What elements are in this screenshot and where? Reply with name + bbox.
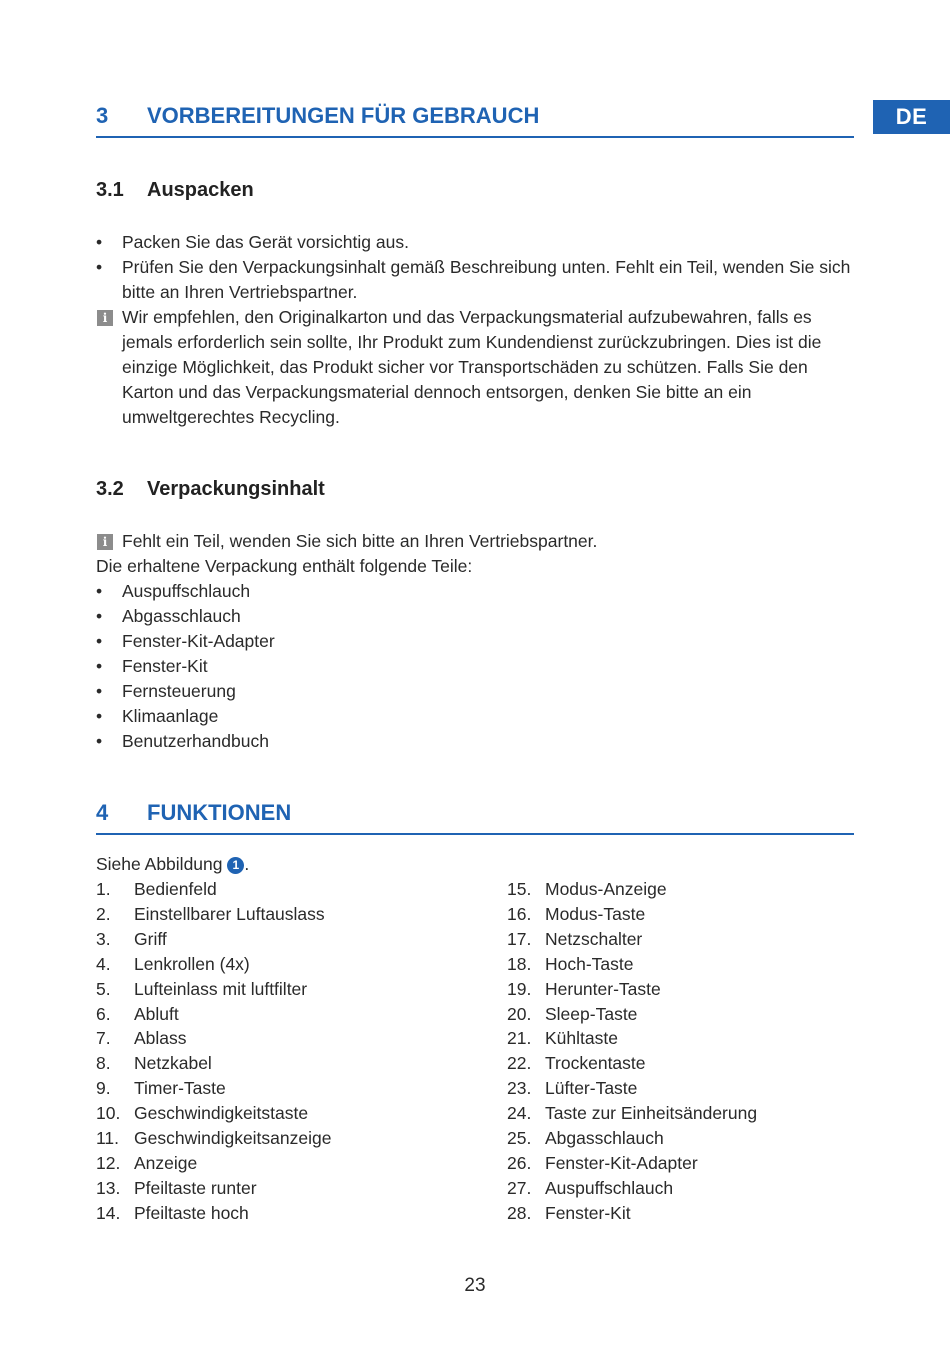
subsection-3-1-heading	[96, 179, 254, 202]
contents-intro: Die erhaltene Verpackung enthält folgende Teile:	[96, 556, 473, 576]
list-item: 20. Sleep-Taste	[507, 1003, 638, 1024]
list-item: 28. Fenster-Kit	[507, 1202, 631, 1223]
content-item: • Fenster-Kit	[96, 654, 856, 679]
list-item: 9. Timer-Taste	[96, 1078, 226, 1099]
list-item: 1. Bedienfeld	[96, 879, 217, 899]
info-note: i Fehlt ein Teil, wenden Sie sich bitte an Ihren Vertriebspartner.	[96, 529, 856, 554]
list-item: 15. Modus-Anzeige	[507, 879, 667, 899]
content-item: • Klimaanlage	[96, 704, 856, 729]
section-3-heading	[96, 103, 854, 138]
subsection-number: 3.1	[96, 179, 124, 201]
subsection-number: 3.2	[96, 478, 124, 500]
section-4-heading	[96, 800, 854, 835]
list-item: 12. Anzeige	[96, 1152, 198, 1173]
unpacking-text	[96, 230, 856, 430]
info-icon: i	[97, 310, 113, 326]
figure-number-badge: 1	[227, 857, 244, 874]
list-item: 8. Netzkabel	[96, 1053, 212, 1074]
bullet-icon: •	[96, 581, 103, 601]
list-item: 24. Taste zur Einheitsänderung	[507, 1103, 758, 1124]
list-item: 7. Ablass	[96, 1028, 187, 1049]
list-item: 25. Abgasschlauch	[507, 1128, 664, 1149]
language-tab: DE	[873, 100, 950, 134]
info-icon: i	[97, 534, 113, 550]
list-item: 11. Geschwindigkeitsanzeige	[96, 1128, 332, 1149]
list-item: 10. Geschwindigkeitstaste	[96, 1103, 309, 1124]
bullet-icon: •	[96, 631, 103, 651]
list-item: 16. Modus-Taste	[507, 903, 646, 924]
list-item: 13. Pfeiltaste runter	[96, 1177, 257, 1198]
content-item: • Fernsteuerung	[96, 679, 856, 704]
functions-list-left	[96, 877, 331, 1226]
subsection-title: Verpackungsinhalt	[147, 478, 325, 500]
section-title: VORBEREITUNGEN FÜR GEBRAUCH	[147, 103, 540, 128]
content-item: • Fenster-Kit-Adapter	[96, 629, 856, 654]
list-item: 6. Abluft	[96, 1003, 179, 1024]
functions-list-right	[507, 877, 757, 1226]
bullet-icon: •	[96, 706, 103, 726]
package-contents	[96, 529, 856, 754]
list-item: 26. Fenster-Kit-Adapter	[507, 1152, 698, 1173]
list-item: 19. Herunter-Taste	[507, 978, 661, 999]
list-item: 2. Einstellbarer Luftauslass	[96, 903, 325, 924]
list-item: 5. Lufteinlass mit luftfilter	[96, 978, 308, 999]
info-note: i Wir empfehlen, den Originalkarton und das Verpackungsmaterial aufzubewahren, falls es jemals erforderlich sein sollte, Ihr Produkt zum Kundendienst zurückzubringen. Dies ist die einzige Möglichkeit, das Produkt sicher vor Transportschäden zu schützen. Falls Sie den Karton und das Verpackungsmaterial dennoch entsorgen, denken Sie bitte an ein umweltgerechtes Recycling.	[96, 305, 856, 430]
list-item: 17. Netzschalter	[507, 928, 643, 949]
list-item: 4. Lenkrollen (4x)	[96, 953, 250, 974]
bullet-icon: •	[96, 656, 103, 676]
subsection-title: Auspacken	[147, 179, 254, 201]
list-item: 27. Auspuffschlauch	[507, 1177, 674, 1198]
bullet-icon: •	[96, 257, 103, 277]
bullet-icon: •	[96, 606, 103, 626]
content-item: • Auspuffschlauch	[96, 579, 856, 604]
section-number: 4	[96, 800, 109, 825]
bullet-icon: •	[96, 681, 103, 701]
bullet-item: • Packen Sie das Gerät vorsichtig aus.	[96, 230, 856, 255]
figure-reference: Siehe Abbildung 1 .	[96, 854, 250, 874]
list-item: 14. Pfeiltaste hoch	[96, 1202, 249, 1223]
list-item: 3. Griff	[96, 928, 167, 949]
content-item: • Abgasschlauch	[96, 604, 856, 629]
list-item: 18. Hoch-Taste	[507, 953, 634, 974]
bullet-item: • Prüfen Sie den Verpackungsinhalt gemäß Beschreibung unten. Fehlt ein Teil, wenden Sie sich bitte an Ihren Vertriebspartner.	[96, 257, 851, 302]
bullet-icon: •	[96, 731, 103, 751]
section-title: FUNKTIONEN	[147, 800, 292, 825]
bullet-icon: •	[96, 232, 103, 252]
list-item: 23. Lüfter-Taste	[507, 1078, 638, 1099]
subsection-3-2-heading	[96, 478, 325, 501]
content-item: • Benutzerhandbuch	[96, 729, 856, 754]
list-item: 21. Kühltaste	[507, 1028, 618, 1049]
list-item: 22. Trockentaste	[507, 1053, 646, 1074]
section-number: 3	[96, 103, 109, 128]
page-number: 23	[464, 1275, 486, 1296]
